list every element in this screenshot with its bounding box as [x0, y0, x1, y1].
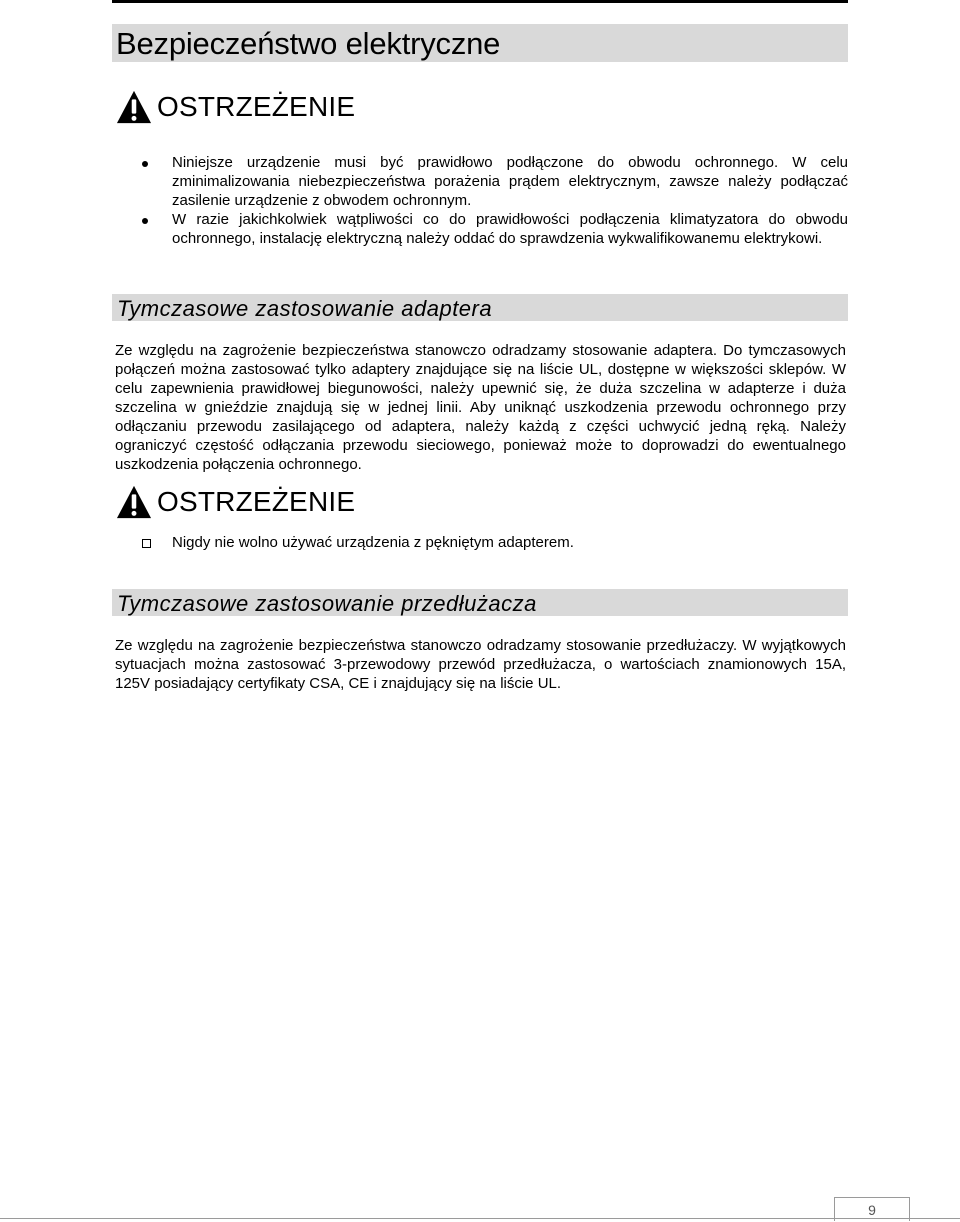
checkbox-square-icon — [142, 539, 151, 548]
list-item: W razie jakichkolwiek wątpliwości co do prawidłowości podłączenia klimatyzatora do obwodu ochronnego, instalację elektryczną należy oddać do sprawdzenia wykwalifikowanemu elektrykowi. — [142, 210, 848, 248]
safety-bullet-list — [142, 153, 848, 248]
warning-triangle-icon — [115, 484, 153, 520]
bullet-dot-icon — [142, 218, 148, 224]
warning-header — [115, 482, 355, 522]
section-heading-extension: Tymczasowe zastosowanie przedłużacza — [112, 589, 848, 616]
page-title: Bezpieczeństwo elektryczne — [112, 24, 848, 62]
extension-paragraph: Ze względu na zagrożenie bezpieczeństwa stanowczo odradzamy stosowanie przedłużaczy. W wyjątkowych sytuacjach można zastosować 3-przewodowy przewód przedłużacza, o wartościach znamionowych 15A, 125V posiadający certyfikaty CSA, CE i znajdujący się na liście UL. — [115, 637, 846, 692]
bottom-rule — [0, 1218, 960, 1219]
warning-label: OSTRZEŻENIE — [157, 91, 356, 122]
adapter-warning-list — [142, 533, 848, 552]
bullet-dot-icon — [142, 161, 148, 167]
warning-header — [115, 87, 355, 127]
top-rule — [112, 0, 848, 3]
adapter-paragraph: Ze względu na zagrożenie bezpieczeństwa stanowczo odradzamy stosowanie adaptera. Do tymczasowych połączeń można zastosować tylko adaptery znajdujące się na liście UL, dostępne w większości sklepów. W celu zapewnienia prawidłowej biegunowości, należy upewnić się, że duża szczelina w adapterze i duża szczelina w gnieździe znajdują się w jednej linii. Aby uniknąć uszkodzenia przewodu ochronnego przy odłączaniu przewodu zasilającego od adaptera, należy każdą z części uchwycić jedną ręką. Należy ograniczyć częstość odłączania przewodu sieciowego, ponieważ może to doprowadzi do ewentualnego uszkodzenia połączenia ochronnego. — [115, 342, 846, 473]
warning-label: OSTRZEŻENIE — [157, 486, 356, 517]
list-item: Nigdy nie wolno używać urządzenia z pękniętym adapterem. — [142, 533, 848, 552]
page-number: 9 — [834, 1197, 910, 1221]
list-item: Niniejsze urządzenie musi być prawidłowo podłączone do obwodu ochronnego. W celu zminimalizowania niebezpieczeństwa porażenia prądem elektrycznym, zawsze należy podłączać zasilenie urządzenie z obwodem ochronnym. — [142, 153, 848, 210]
warning-triangle-icon — [115, 89, 153, 125]
section-heading-adapter: Tymczasowe zastosowanie adaptera — [112, 294, 848, 321]
